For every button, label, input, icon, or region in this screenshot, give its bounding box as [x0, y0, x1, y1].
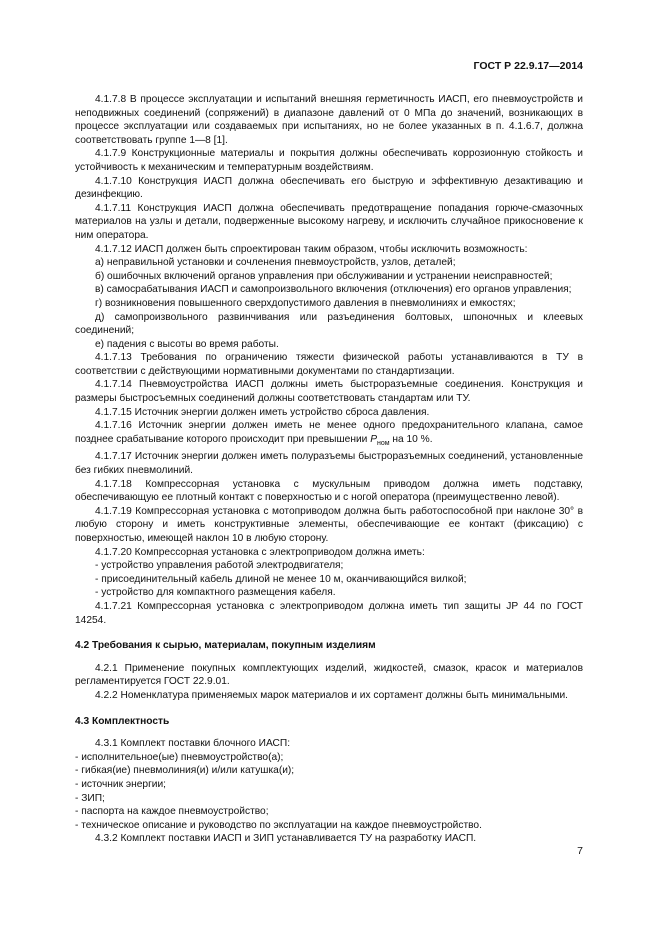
paragraph-4-1-7-16	[75, 419, 583, 450]
pressure-subscript: ном	[376, 439, 390, 447]
document-body	[75, 93, 583, 846]
paragraph: 4.1.7.13 Требования по ограничению тяжести физической работы устанавливаются в ТУ в соответствии с действующими нормативными документами по стандартизации.	[75, 352, 583, 377]
list-item: в) самосрабатывания ИАСП и самопроизвольного включения (отключения) его органов управления;	[95, 284, 572, 296]
paragraph: 4.1.7.18 Компрессорная установка с мускульным приводом должна иметь подставку, обеспечивающую ее плотный контакт с поверхностью и с ногой оператора (преимущественно левой).	[75, 478, 583, 504]
p16-text-end: на 10 %.	[389, 433, 433, 445]
paragraph: 4.1.7.11 Конструкция ИАСП должна обеспечивать предотвращение попадания горюче-смазочных материалов на узлы и детали, подверженные высокому нагреву, и исключить случайное прикосновение к ним оператора.	[75, 202, 583, 241]
list-item: - исполнительное(ые) пневмоустройство(а);	[75, 751, 284, 763]
paragraph: 4.1.7.8 В процессе эксплуатации и испытаний внешняя герметичность ИАСП, его пневмоустройств и неподвижных соединений (сопряжений) в диапазоне давлений от 0 МПа до значений, возникающих в процессе эксплуатации или создаваемых при испытаниях, но не более указанных в п. 4.1.6.7, должна соответствовать группе 1—8 [1].	[75, 94, 583, 146]
list-item: - ЗИП;	[75, 792, 105, 804]
paragraph: 4.1.7.9 Конструкционные материалы и покрытия должны обеспечивать коррозионную стойкость и устойчивость к механическим и температурным воздействиям.	[75, 148, 583, 173]
paragraph: 4.2.2 Номенклатура применяемых марок материалов и их сортамент должны быть минимальными.	[95, 689, 568, 701]
page-number: 7	[577, 845, 583, 857]
list-item: - устройство управления работой электродвигателя;	[95, 560, 344, 572]
list-item: а) неправильной установки и сочленения пневмоустройств, узлов, деталей;	[95, 257, 456, 269]
document-header: ГОСТ Р 22.9.17—2014	[473, 60, 583, 72]
paragraph: 4.1.7.19 Компрессорная установка с мотоприводом должна быть работоспособной при наклоне 30° в любую сторону и иметь конструктивные элементы, обеспечивающие ее контакт (фиксацию) с поверхностью, имеющей наклон 10 в любую сторону.	[75, 505, 583, 545]
list-item: - техническое описание и руководство по эксплуатации на каждое пневмоустройство.	[75, 819, 482, 831]
paragraph: 4.1.7.10 Конструкция ИАСП должна обеспечивать его быструю и эффективную дезактивацию и дезинфекцию.	[75, 175, 583, 201]
list-item: - паспорта на каждое пневмоустройство;	[75, 806, 269, 818]
paragraph: 4.1.7.12 ИАСП должен быть спроектирован таким образом, чтобы исключить возможность:	[95, 243, 528, 255]
paragraph: 4.1.7.14 Пневмоустройства ИАСП должны иметь быстроразъемные соединения. Конструкция и размеры быстросъемных соединений должны соответствовать стандартам или ТУ.	[75, 379, 583, 405]
list-item: д) самопроизвольного развинчивания или разъединения болтовых, шпоночных и клеевых соединений;	[75, 311, 583, 337]
list-item: - гибкая(ие) пневмолиния(и) и/или катушка(и);	[75, 765, 295, 777]
list-item: е) падения с высоты во время работы.	[95, 338, 279, 350]
paragraph: 4.3.2 Комплект поставки ИАСП и ЗИП устанавливается ТУ на разработку ИАСП.	[95, 833, 477, 845]
paragraph: 4.1.7.21 Компрессорная установка с электроприводом должна иметь тип защиты JP 44 по ГОСТ 14254.	[75, 601, 583, 626]
paragraph: 4.1.7.17 Источник энергии должен иметь полуразъемы быстроразъемных соединений, установленные без гибких пневмолиний.	[75, 451, 583, 477]
list-item: - устройство для компактного размещения кабеля.	[95, 587, 336, 599]
p16-text: 4.1.7.16 Источник энергии должен иметь не менее одного предохранительного клапана, самое позднее срабатывание которого происходит при превышении	[75, 420, 583, 445]
paragraph: 4.1.7.15 Источник энергии должен иметь устройство сброса давления.	[95, 406, 430, 418]
list-item: б) ошибочных включений органов управления при обслуживании и устранении неисправностей;	[95, 270, 553, 282]
list-item: г) возникновения повышенного сверхдопустимого давления в пневмолиниях и емкостях;	[95, 297, 516, 309]
paragraph: 4.1.7.20 Компрессорная установка с электроприводом должна иметь:	[95, 546, 425, 558]
paragraph: 4.3.1 Комплект поставки блочного ИАСП:	[95, 738, 291, 750]
pressure-symbol: P	[370, 433, 377, 445]
list-item: - присоединительный кабель длиной не менее 10 м, оканчивающийся вилкой;	[95, 573, 467, 585]
list-item: - источник энергии;	[75, 778, 166, 790]
section-heading: 4.2 Требования к сырью, материалам, покупным изделиям	[75, 640, 376, 652]
section-heading: 4.3 Комплектность	[75, 715, 170, 727]
paragraph: 4.2.1 Применение покупных комплектующих изделий, жидкостей, смазок, красок и материалов регламентируется ГОСТ 22.9.01.	[75, 662, 583, 688]
